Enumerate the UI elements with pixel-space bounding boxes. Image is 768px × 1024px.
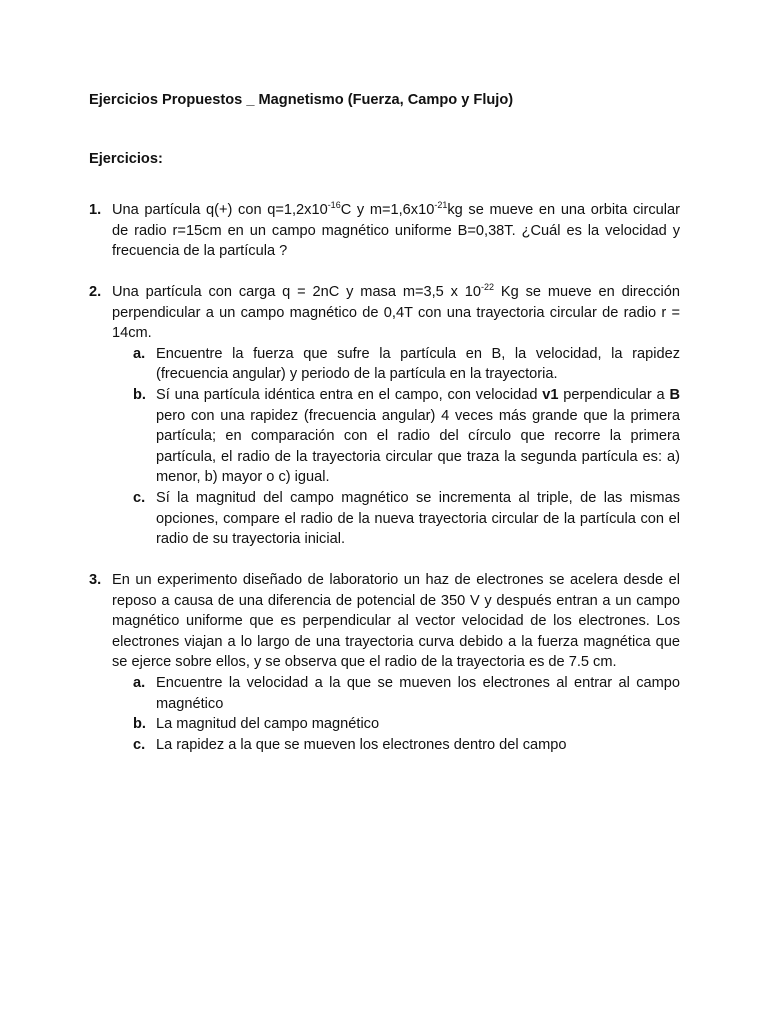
sub-question-text: La magnitud del campo magnético <box>156 716 380 733</box>
sub-question-letter: c. <box>133 736 146 753</box>
sub-question-text: Encuentre la velocidad a la que se mueven los electrones al entrar al campo magnético <box>156 674 680 712</box>
sub-question-a <box>133 344 680 385</box>
statement-text: En un experimento diseñado de laboratorio un haz de electrones se acelera desde el reposo a causa de una diferencia de potencial de 350 V y después entran a un campo magnético uniforme que es perpendicular al vector velocidad de los electrones. Los electrones viajan a lo largo de una trayectoria curva debido a la fuerza magnética que se ejerce sobre ellos, y se observa que el radio de la trayectoria es de 7.5 cm. <box>112 572 680 671</box>
sub-question-text: perpendicular a <box>558 386 670 403</box>
sub-question-letter: a. <box>133 345 146 362</box>
exercise-number: 3. <box>89 572 102 588</box>
sub-question-letter: c. <box>133 489 146 506</box>
exercise-statement <box>112 570 680 673</box>
sub-question-text: pero con una rapidez (frecuencia angular) 4 veces más grande que la primera partícula; en comparación con el radio del círculo que recorre la primera partícula, el radio de la trayectoria circular que traza la segunda partícula es: a) menor, b) mayor o c) igual. <box>156 407 680 486</box>
sub-question-letter: b. <box>133 716 146 733</box>
exercise-statement <box>112 282 680 344</box>
exponent: -22 <box>481 282 495 292</box>
exercise-1 <box>89 200 680 262</box>
statement-text: Una partícula q(+) con q=1,2x10 <box>112 202 328 218</box>
sub-question-letter: b. <box>133 386 146 403</box>
sub-question-text: Encuentre la fuerza que sufre la partícula en B, la velocidad, la rapidez (frecuencia angular) y periodo de la partícula en la trayectoria. <box>156 345 680 383</box>
sub-question-list <box>89 344 680 550</box>
sub-question-a <box>133 673 680 714</box>
sub-question-c <box>133 735 680 756</box>
sub-question-b <box>133 385 680 488</box>
statement-text: Una partícula con carga q = 2nC y masa m=3,5 x 10 <box>112 284 482 300</box>
exercise-statement <box>112 200 680 262</box>
statement-text: C y m=1,6x10 <box>340 202 435 218</box>
bold-term: v1 <box>542 386 559 403</box>
exercise-2 <box>89 282 680 550</box>
section-heading: Ejercicios: <box>89 151 163 167</box>
bold-term: B <box>669 386 680 403</box>
exercise-3 <box>89 570 680 755</box>
statement-text: kg se mueve en una orbita circular de radio r=15cm en un campo magnético uniforme B=0,38T. ¿Cuál es la velocidad y frecuencia de la partícula ? <box>112 202 680 260</box>
exponent: -21 <box>434 200 448 210</box>
exercise-number: 1. <box>89 202 102 218</box>
sub-question-text: Sí la magnitud del campo magnético se incrementa al triple, de las mismas opciones, compare el radio de la nueva trayectoria circular de la partícula con el radio de su trayectoria inicial. <box>156 489 680 548</box>
sub-question-text: La rapidez a la que se mueven los electrones dentro del campo <box>156 736 567 753</box>
document-title: Ejercicios Propuestos _ Magnetismo (Fuerza, Campo y Flujo) <box>89 92 514 108</box>
sub-question-list <box>89 673 680 755</box>
statement-text: Kg se mueve en dirección perpendicular a un campo magnético de 0,4T con una trayectoria circular de radio r = 14cm. <box>112 284 680 342</box>
sub-question-letter: a. <box>133 674 146 691</box>
sub-question-c <box>133 488 680 550</box>
sub-question-text: Sí una partícula idéntica entra en el campo, con velocidad <box>156 386 543 403</box>
exponent: -16 <box>327 200 341 210</box>
exercise-number: 2. <box>89 284 102 300</box>
sub-question-b <box>133 714 680 735</box>
